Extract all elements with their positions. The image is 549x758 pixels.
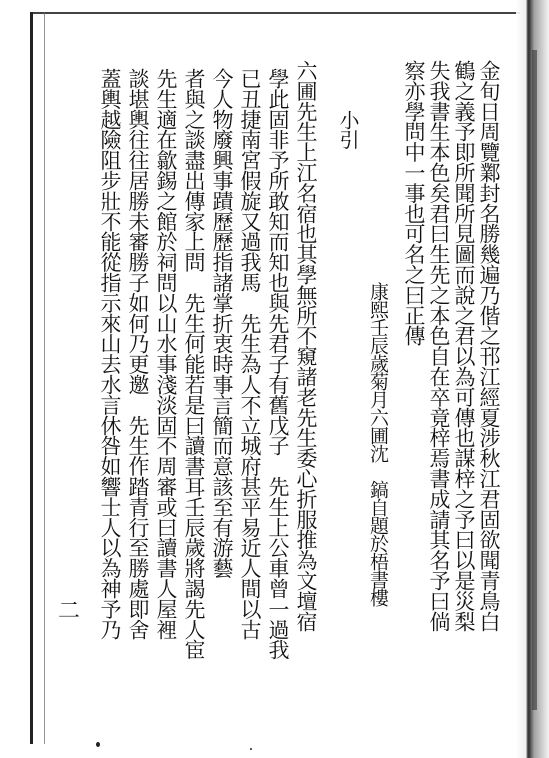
page-number: 二 — [58, 599, 81, 624]
text-column-14: 蓋輿越險阻步壯不能從指示來山去水言休咎如響士人以為神予乃 — [98, 68, 122, 640]
text-column-9: 已丑捷南宮假旋又過我馬 先生為人不立城府甚平易近人間以古 — [238, 68, 262, 640]
text-column-4: 察亦學問中一事也可名之曰正傳 — [402, 60, 426, 346]
page-left-border — [30, 12, 48, 744]
ink-speck — [250, 748, 252, 750]
page-top-border — [30, 12, 520, 14]
signature-line: 康熙壬辰歲菊月六圃沈 鎬自題於梧書樓 — [367, 282, 389, 606]
text-column-13: 談堪輿往往居勝未審勝子如何乃更邀 先生作踏青行至勝處即舍 — [126, 68, 150, 640]
page-left-inner-line — [44, 12, 45, 744]
text-column-12: 先生適在歙錫之館於祠問以山水事淺淡固不周審或曰讀書人屋裡 — [154, 68, 178, 640]
text-column-8: 學此固非予所敢知而知也與先君子有舊戊子 先生上公車曾一過我 — [266, 68, 290, 660]
text-column-7: 六圃先生上江名宿也其學無所不窺諸老先生委心折服推為文壇宿 — [294, 60, 318, 632]
text-column-1: 金旬日周覽鄴封名勝幾遍乃偕之邗江經夏涉秋江君固欲聞青鳥白 — [477, 60, 501, 632]
ink-speck — [96, 742, 100, 747]
text-column-3: 失我書生本色矣君曰生先之本色自在卒竟梓焉書成請其名予曰倘 — [427, 60, 451, 632]
text-column-11: 者與之談盡出傳家上問 先生何能若是曰讀書耳壬辰歲將謁先人宦 — [182, 68, 206, 660]
section-heading: 小引 — [336, 110, 360, 149]
text-column-10: 今人物廢興事蹟歷歷指諸掌折衷時事言簡而意該至有游藝 — [210, 68, 234, 579]
text-column-2: 鶴之義予即所聞所見圖而說之君以為可傳也謀梓之予曰以是災梨 — [452, 60, 476, 632]
book-gutter-line — [532, 50, 537, 710]
